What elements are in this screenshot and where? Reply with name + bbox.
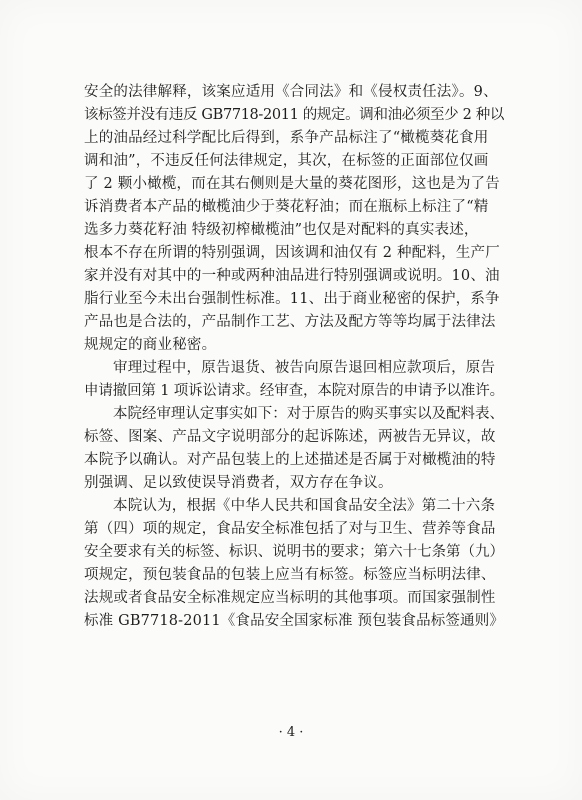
text-line: 选多力葵花籽油 特级初榨橄榄油”也仅是对配料的真实表述， [84,222,479,238]
text-line: 规规定的商业秘密。 [84,337,217,353]
text-line: 家并没有对其中的一种或两种油品进行特别强调或说明。10、油 [84,268,500,284]
text-line: 别强调、足以致使误导消费者，双方存在争议。 [84,475,393,491]
text-line: 调和油”，不违反任何法律规定，其次，在标签的正面部位仅画 [84,153,489,169]
text-line: 申请撤回第 1 项诉讼请求。经审查，本院对原告的申请予以准许。 [84,383,504,399]
paragraph-start-line: 本院经审理认定事实如下：对于原告的购买事实以及配料表、 [113,406,504,422]
page-number: · 4 · [278,725,304,740]
text-line: 脂行业至今未出台强制性标准。11、出于商业秘密的保护，系争 [84,291,500,307]
text-line: 安全要求有关的标签、标识、说明书的要求；第六十七条第（九） [84,544,504,560]
text-line: 项规定，预包装食品的包装上应当有标签。标签应当标明法律、 [84,567,496,583]
text-line: 上的油品经过科学配比后得到，系争产品标注了“橄榄葵花食用 [84,130,489,146]
text-line: 第（四）项的规定，食品安全标准包括了对与卫生、营养等食品 [84,521,496,537]
text-line: 该标签并没有违反 GB7718-2011 的规定。调和油必须至少 2 种以 [84,107,504,123]
text-line: 法规或者食品安全标准规定应当标明的其他事项。而国家强制性 [84,590,496,606]
text-line: 本院予以确认。对产品包装上的上述描述是否属于对橄榄油的特 [84,452,496,468]
text-line: 产品也是合法的，产品制作工艺、方法及配方等等均属于法律法 [84,314,496,330]
paragraph-start-line: 审理过程中，原告退货、被告向原告退回相应款项后，原告 [113,360,496,376]
text-line: 安全的法律解释，该案应适用《合同法》和《侵权责任法》。9、 [84,84,498,100]
text-line: 标准 GB7718-2011《食品安全国家标准 预包装食品标签通则》 [84,613,505,629]
text-line: 根本不存在所谓的特别强调，因该调和油仅有 2 种配料，生产厂 [84,245,500,261]
text-line: 标签、图案、产品文字说明部分的起诉陈述，两被告无异议，故 [84,429,496,445]
body-text [84,81,504,633]
text-line: 了 2 颗小橄榄，而在其右侧则是大量的葵花图形，这也是为了告 [84,176,500,192]
text-line: 诉消费者本产品的橄榄油少于葵花籽油；而在瓶标上标注了“精 [84,199,489,215]
paragraph-start-line: 本院认为，根据《中华人民共和国食品安全法》第二十六条 [113,498,496,514]
